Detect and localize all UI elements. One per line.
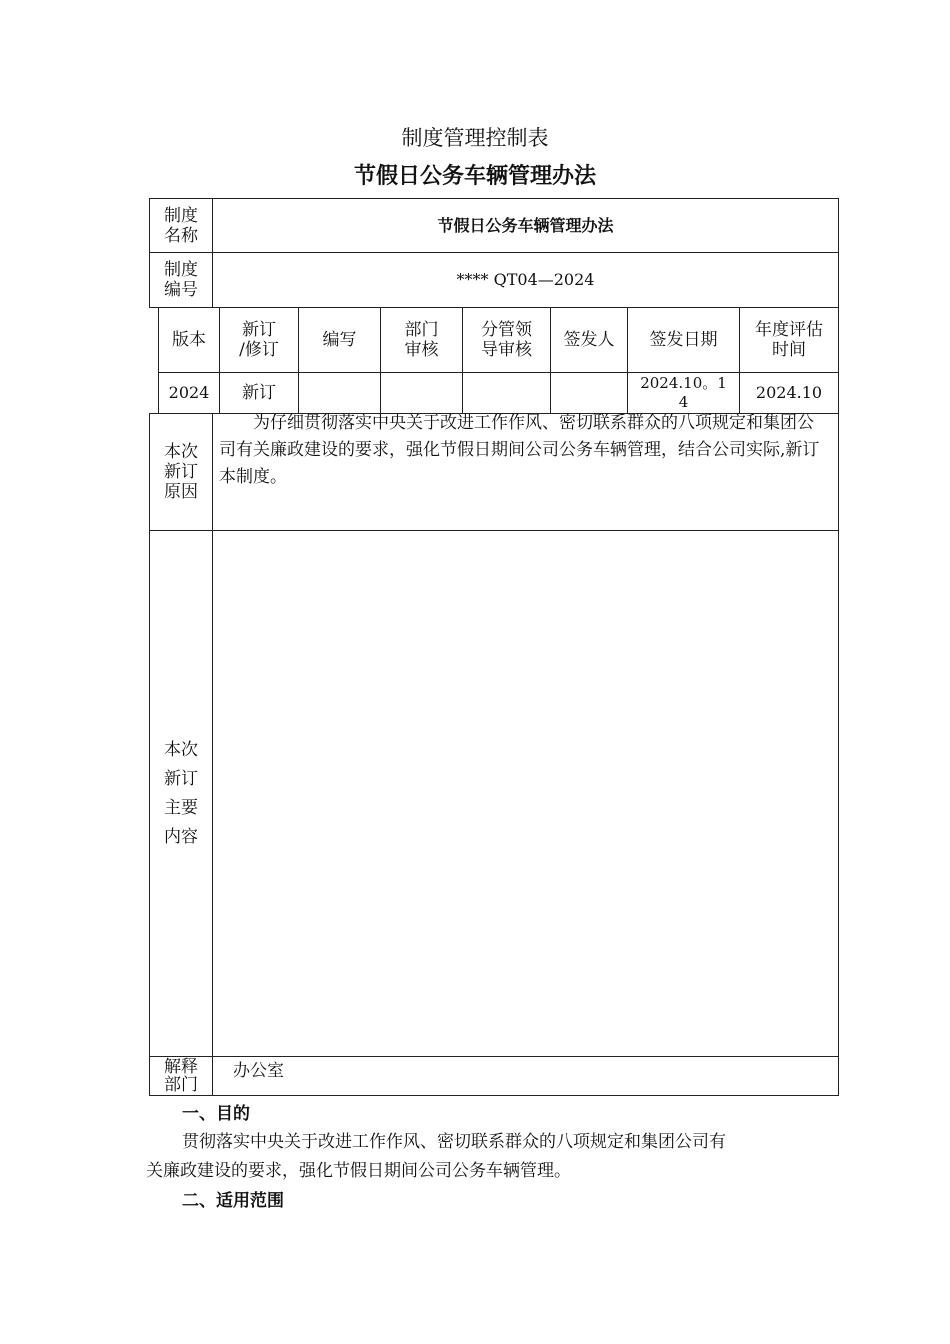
row-leader-review [462, 372, 551, 414]
row-issue-date [627, 372, 740, 414]
name-value: 节假日公务车辆管理办法 [437, 215, 614, 235]
row-issue-date-line1: 2024.10。1 [640, 374, 727, 392]
header-issue-date [627, 307, 740, 373]
header-eval-time [739, 307, 839, 373]
row-new-revise-value: 新订 [242, 383, 276, 403]
row-issuer [550, 372, 628, 414]
header-dept-review-line2: 审核 [404, 340, 439, 360]
row-dept-review [380, 372, 463, 414]
name-label-line1: 制度 [164, 205, 198, 226]
row-version [158, 372, 220, 414]
header-new-revise [219, 307, 299, 373]
interp-label-line1: 解释 [164, 1057, 198, 1077]
code-label-line1: 制度 [164, 260, 198, 280]
row-new-revise [219, 372, 299, 414]
name-value-cell [212, 198, 839, 253]
header-author-label: 编写 [322, 330, 357, 350]
row-eval-time-value: 2024.10 [755, 383, 823, 402]
header-issuer [550, 307, 628, 373]
interp-value-cell [212, 1056, 839, 1096]
row-version-value: 2024 [168, 383, 210, 402]
header-issue-date-label: 签发日期 [649, 330, 718, 350]
content-label-line4: 内容 [164, 826, 198, 847]
code-label-cell [149, 252, 213, 308]
reason-label-cell [149, 413, 213, 531]
code-value: **** QT04—2024 [456, 270, 595, 289]
header-dept-review [380, 307, 463, 373]
header-new-revise-line2: /修订 [239, 340, 279, 360]
reason-text: 为仔细贯彻落实中央关于改进工作作风、密切联系群众的八项规定和集团公司有关廉政建设的要求，强化节假日期间公司公务车辆管理，结合公司实际,新订本制度。 [219, 413, 820, 487]
row-eval-time [739, 372, 839, 414]
section-1-heading: 一、目的 [182, 1104, 250, 1124]
header-issuer-label: 签发人 [563, 330, 615, 350]
content-text-cell [212, 530, 839, 1057]
document-subtitle: 节假日公务车辆管理办法 [353, 164, 596, 189]
name-label-line2: 名称 [164, 225, 198, 246]
header-author [298, 307, 381, 373]
content-label-cell [149, 530, 213, 1057]
reason-label-line3: 原因 [164, 482, 198, 502]
document-title: 制度管理控制表 [401, 126, 549, 150]
header-version [158, 307, 220, 373]
header-leader-review-line2: 导审核 [481, 340, 532, 360]
header-eval-time-line1: 年度评估 [755, 320, 823, 340]
interp-value: 办公室 [233, 1061, 284, 1081]
header-leader-review [462, 307, 551, 373]
reason-label-line2: 新订 [164, 462, 198, 482]
section-1-body-line2: 关廉政建设的要求，强化节假日期间公司公务车辆管理。 [146, 1161, 571, 1181]
content-label-line3: 主要 [164, 797, 198, 818]
code-value-cell [212, 252, 839, 308]
content-label-line2: 新订 [164, 768, 198, 789]
row-issue-date-line2: 4 [678, 393, 689, 411]
header-leader-review-line1: 分管领 [481, 320, 532, 340]
content-label-line1: 本次 [164, 739, 198, 760]
name-label-cell [149, 198, 213, 253]
header-eval-time-line2: 时间 [772, 340, 806, 360]
reason-label-line1: 本次 [164, 442, 198, 462]
header-new-revise-line1: 新订 [242, 320, 276, 340]
section-1-body-line1: 贯彻落实中央关于改进工作作风、密切联系群众的八项规定和集团公司有 [182, 1132, 726, 1152]
row-author [298, 372, 381, 414]
code-label-line2: 编号 [164, 280, 198, 300]
header-version-label: 版本 [172, 330, 206, 350]
section-2-heading: 二、适用范围 [182, 1191, 284, 1211]
reason-text-cell [212, 413, 839, 531]
interp-label-cell [149, 1056, 213, 1096]
interp-label-line2: 部门 [164, 1075, 198, 1095]
header-dept-review-line1: 部门 [404, 320, 439, 340]
